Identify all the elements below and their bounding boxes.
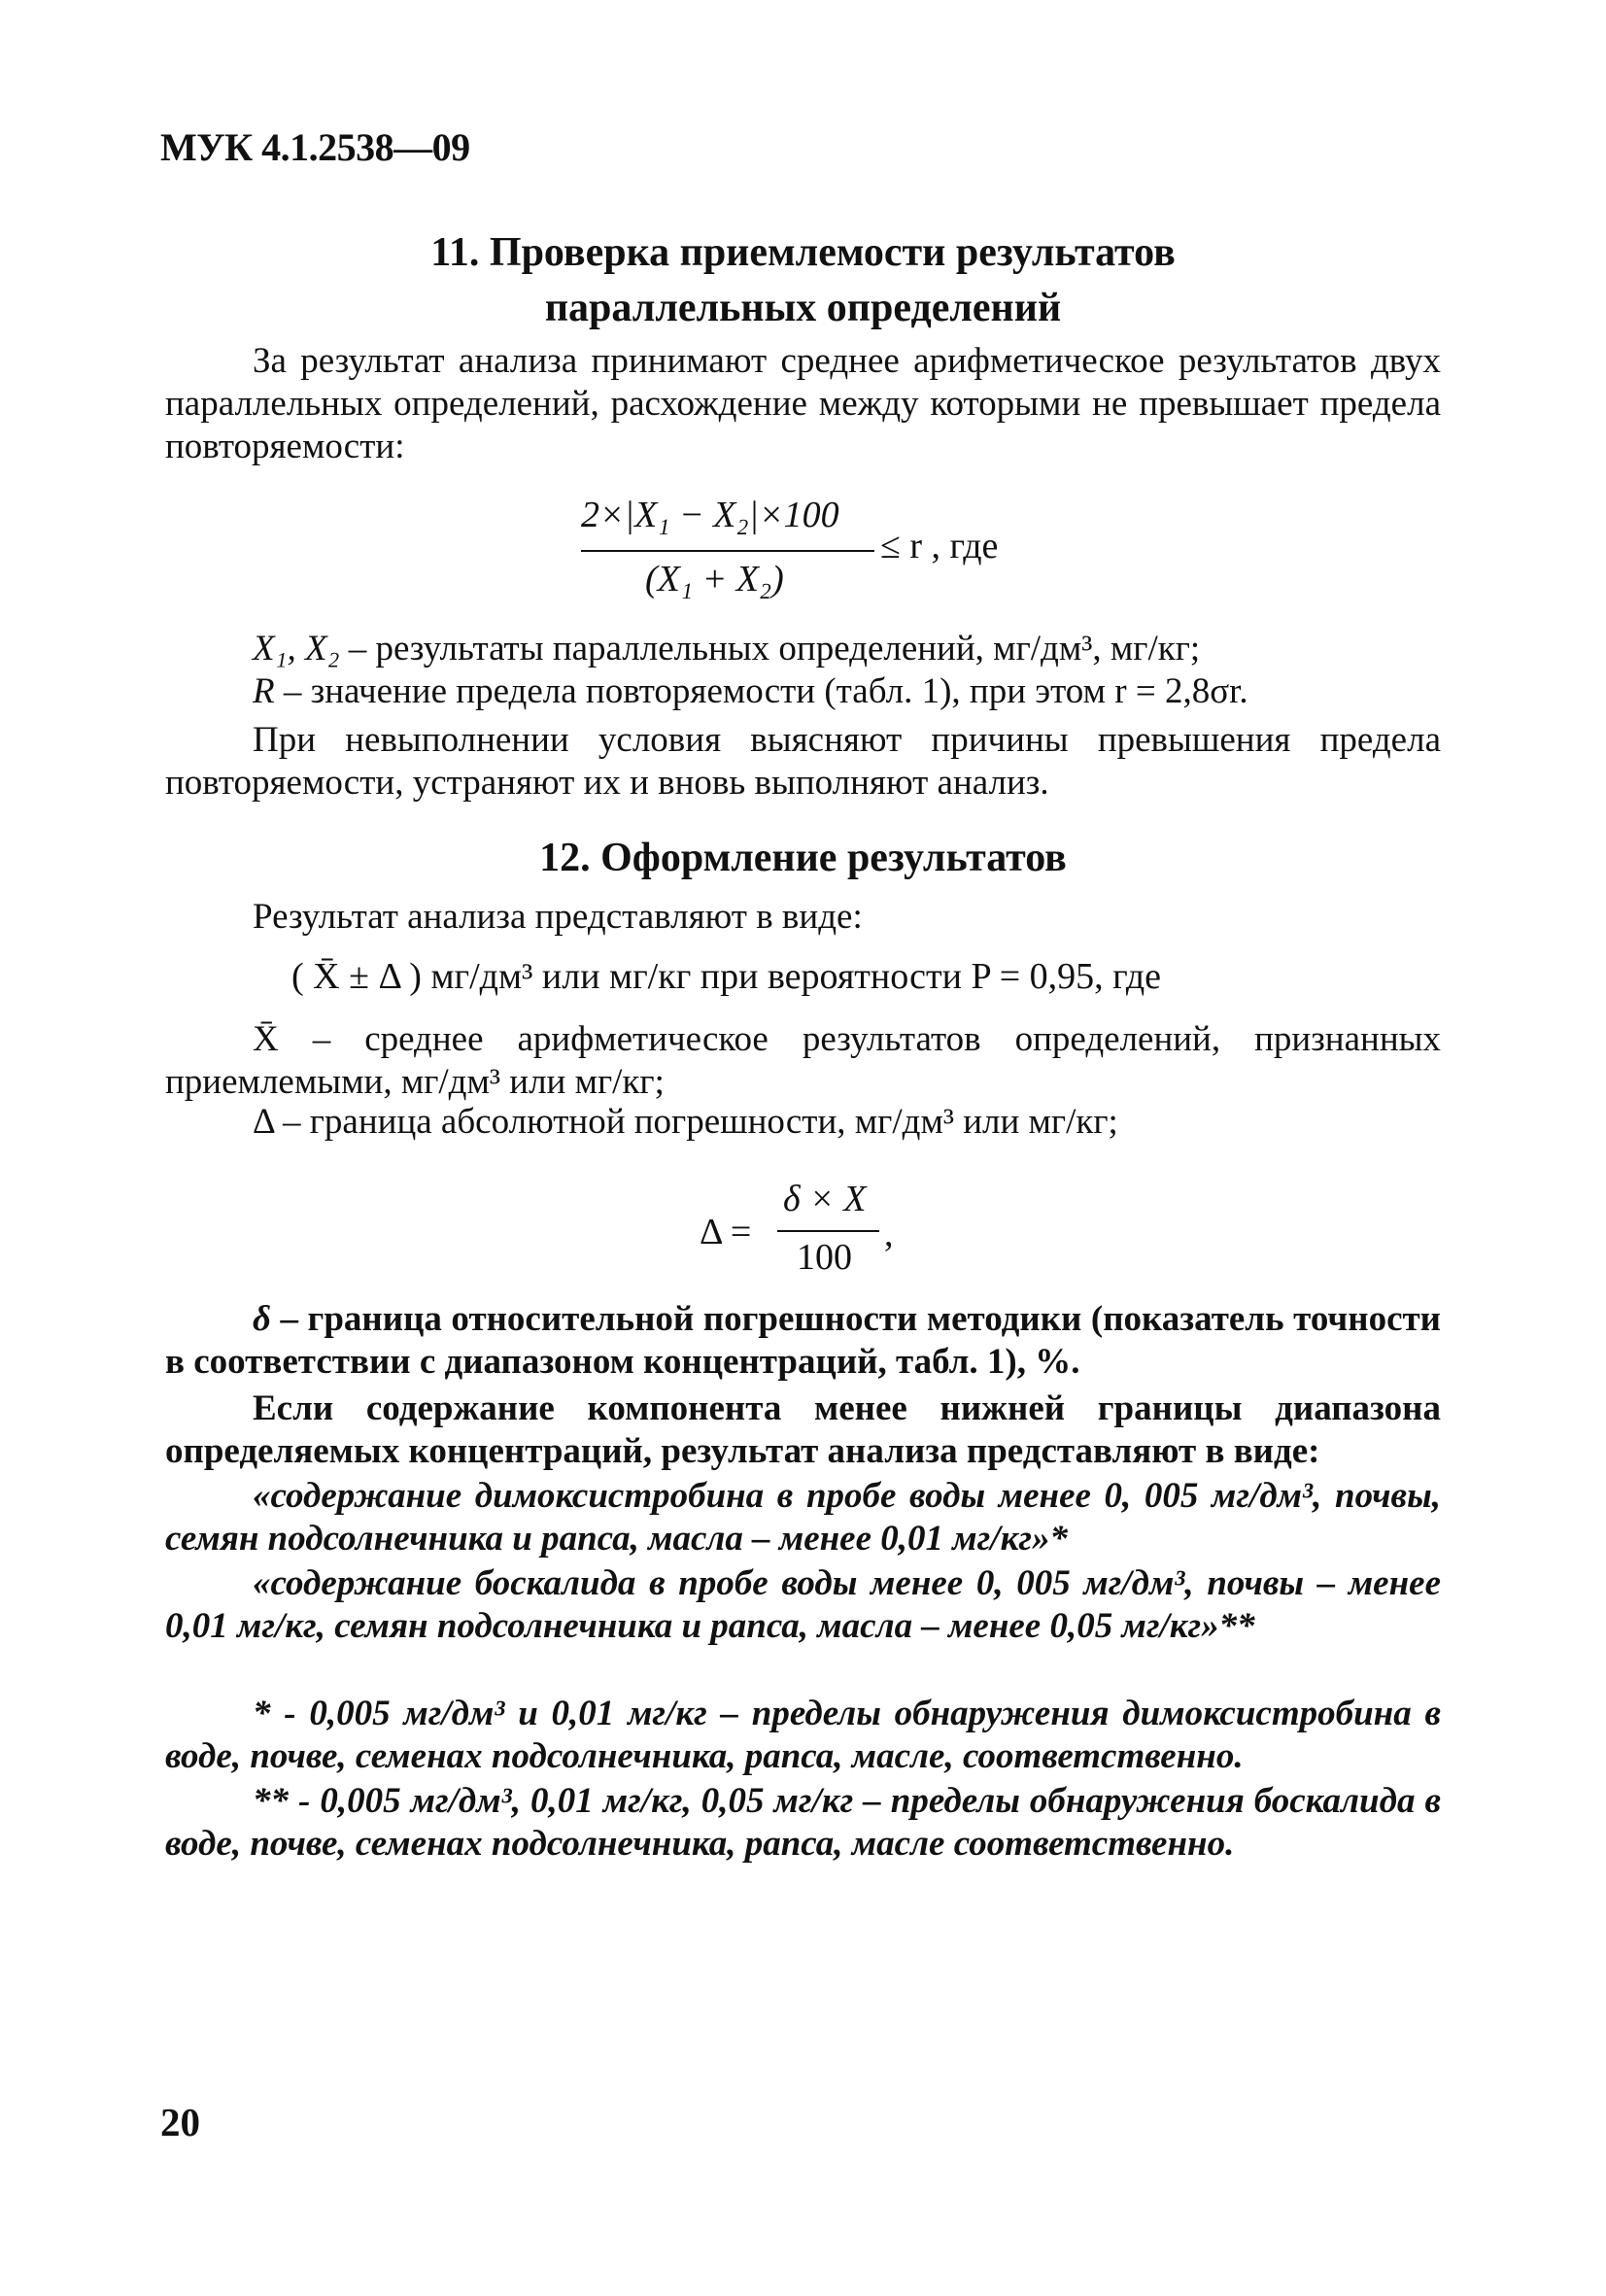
section-11-title-line1: 11. Проверка приемлемости результатов [430, 230, 1176, 275]
definition-r-text: – значение предела повторяемости (табл. 1), при этом r = 2,8σr. [274, 671, 1248, 711]
delta-numerator: δ × X [783, 1179, 867, 1219]
footnote-1: * - 0,005 мг/дм³ и 0,01 мг/кг – пределы обнаружения димоксистробина в воде, почве, семенах подсолнечника, рапса, масле, соответственно. [165, 1694, 1441, 1776]
repeatability-denominator: (X₁ + X₂) [645, 559, 784, 600]
definition-delta-relative-symbol: δ [253, 1299, 271, 1339]
page-number: 20 [160, 2100, 200, 2144]
quote-dimoxystrobin: «содержание димоксистробина в пробе воды менее 0, 005 мг/дм³, почвы, семян подсолнечника и рапса, масла – менее 0,01 мг/кг»* [165, 1476, 1441, 1559]
section-11-title-line2: параллельных определений [544, 286, 1062, 330]
repeatability-numerator: 2×|X₁ − X₂|×100 [581, 495, 839, 535]
delta-fraction-bar [777, 1230, 879, 1232]
delta-lhs: Δ = [700, 1212, 752, 1252]
section-12-title: 12. Оформление результатов [539, 836, 1067, 880]
section-11-intro: За результат анализа принимают среднее арифметическое результатов двух параллельных определений, расхождение между которыми не превышает предела повторяемости: [165, 341, 1441, 466]
lower-limit-paragraph: Если содержание компонента менее нижней границы диапазона определяемых концентраций, результат анализа представляют в виде: [165, 1388, 1441, 1471]
footnote-2: ** - 0,005 мг/дм³, 0,01 мг/кг, 0,05 мг/кг – пределы обнаружения боскалида в воде, почве, семенах подсолнечника, рапса, масле соответственно. [165, 1781, 1441, 1864]
quote-boscalid: «содержание боскалида в пробе воды менее 0, 005 мг/дм³, почвы – менее 0,01 мг/кг, семян подсолнечника и рапса, масла – менее 0,05 мг/кг»** [165, 1563, 1441, 1646]
definition-x [165, 628, 1441, 670]
definition-delta-relative [165, 1298, 1441, 1384]
delta-denominator: 100 [797, 1237, 852, 1278]
definition-r-symbol: R [253, 671, 275, 711]
delta-tail: , [884, 1214, 894, 1254]
repeatability-tail: ≤ r , где [880, 526, 999, 566]
repeatability-fraction-bar [581, 550, 874, 552]
definition-delta-relative-text: – граница относительной погрешности методики (показатель точности в соответствии с диапазоном концентраций, табл. 1), %. [165, 1299, 1441, 1382]
result-form-expression: ( X̄ ± Δ ) мг/дм³ или мг/кг при вероятности P = 0,95, где [291, 956, 1162, 997]
definition-delta: Δ – граница абсолютной погрешности, мг/дм³ или мг/кг; [253, 1102, 1118, 1142]
document-code: МУК 4.1.2538—09 [160, 125, 470, 169]
result-form-intro: Результат анализа представляют в виде: [253, 897, 863, 937]
definition-r [165, 670, 1441, 713]
definition-mean-text: X̄ – среднее арифметическое результатов определений, признанных приемлемыми, мг/дм³ или мг/кг; [165, 1019, 1441, 1102]
definition-mean [165, 1018, 1441, 1104]
definition-x-text: – результаты параллельных определений, мг/дм³, мг/кг; [339, 629, 1201, 668]
definition-x-symbol: X₁, X₂ [253, 629, 340, 668]
section-11-action: При невыполнении условия выясняют причины превышения предела повторяемости, устраняют их и вновь выполняют анализ. [165, 720, 1441, 803]
